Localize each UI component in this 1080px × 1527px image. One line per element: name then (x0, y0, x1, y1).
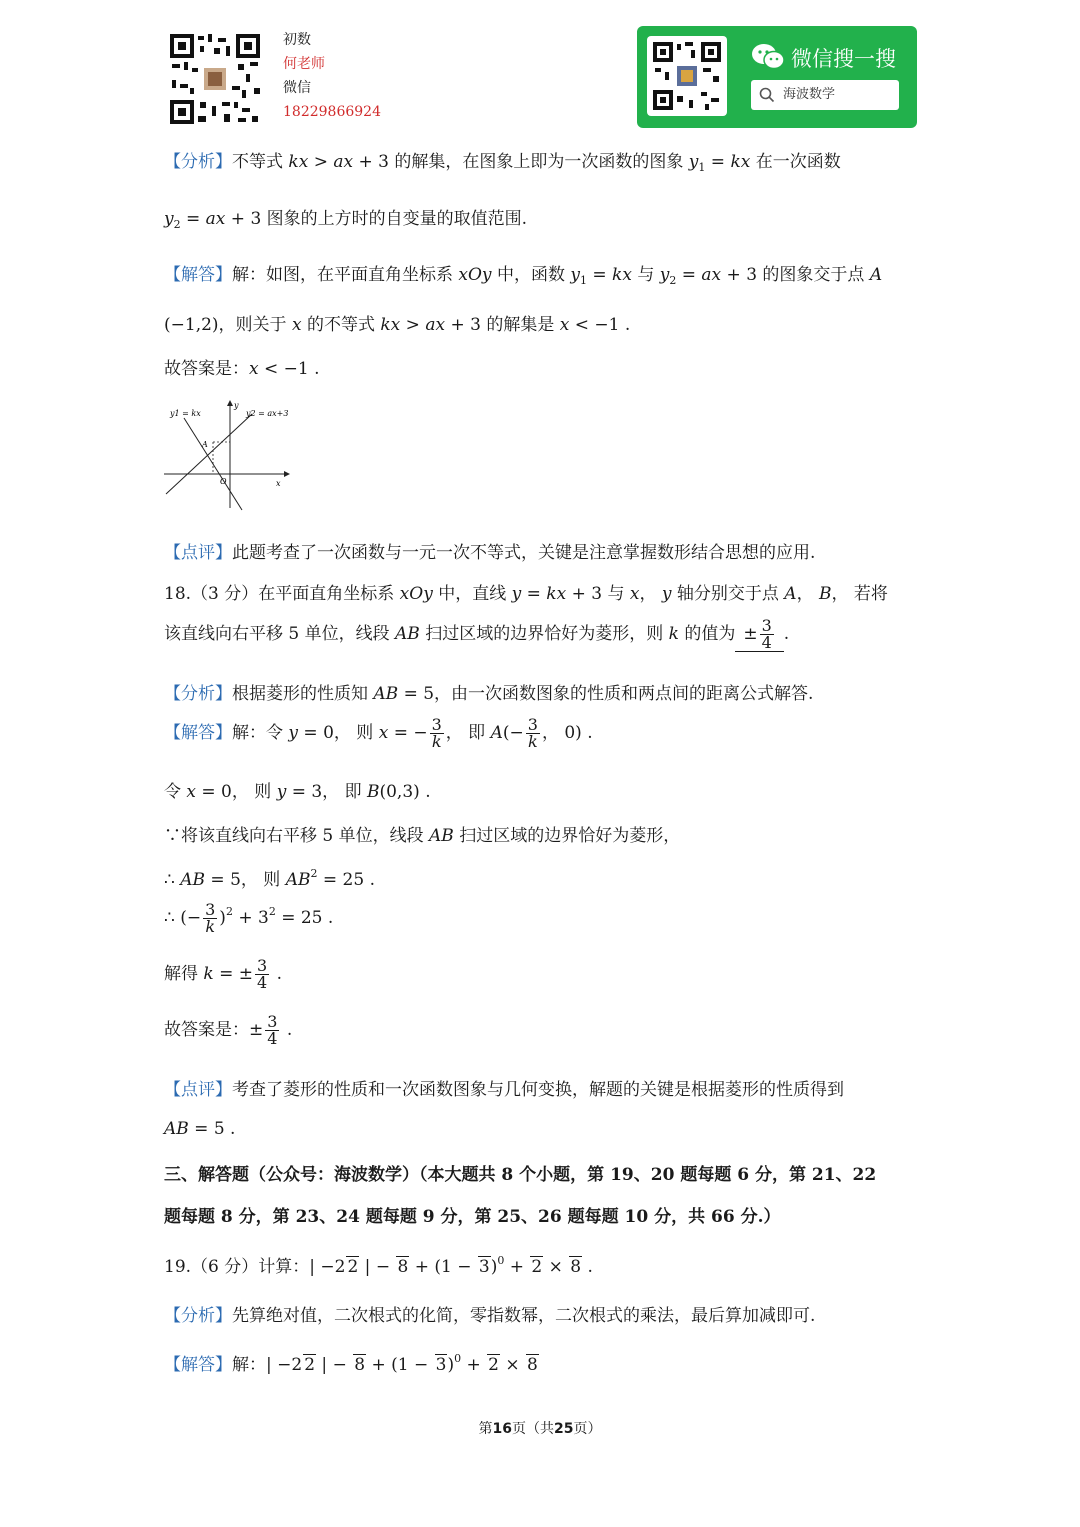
question-19: 19.（6 分）计算：| −2 2 | − $8 + (1 - 3)^0 + 2 \times 8$ . (164, 1254, 593, 1277)
analysis-17-line2: $y_2$ = ax + 3 图象的上方时的自变量的取值范围. (164, 209, 528, 231)
solution-18-line2: 令 x = 0， 则 y = 3， 即 B(0,3) . (164, 782, 431, 802)
graph-label-origin: O (220, 477, 227, 486)
contact-line-teacher: 何老师 (283, 56, 325, 72)
wechat-search-card[interactable] (637, 26, 917, 128)
wechat-search-query: 海波数学 (783, 87, 836, 102)
comment-18-line2: AB = 5 . (164, 1119, 236, 1139)
wechat-search-title: 微信搜一搜 (791, 47, 896, 71)
analysis-19: 【分析】先算绝对值，二次根式的化简，零指数幂，二次根式的乘法，最后算加减即可. (164, 1306, 816, 1326)
contact-line-wechat: 微信 (283, 80, 311, 96)
solution-17-line1: 【解答】解：如图，在平面直角坐标系 xOy 中，函数 $y_1$ = kx 与 $y_2$ = ax + 3 的图象交于点 A (164, 265, 883, 287)
solution-19: 【解答】解：| −2 2 | − $8 + (1 - 3)^0 + 2 \times 8$ (164, 1352, 538, 1375)
wechat-search-box[interactable] (751, 80, 899, 110)
contact-line-subject: 初数 (283, 32, 311, 48)
page-number: 第16页（共25页） (478, 1421, 602, 1437)
solution-18-line4: ∴ AB = 5， 则 $AB^2 = 25$ . (164, 867, 375, 890)
graph-label-y2: y2 = ax+3 (246, 409, 289, 418)
wechat-qr-code (647, 36, 727, 116)
graph-label-point-a: A (202, 440, 208, 449)
contact-info (283, 28, 381, 124)
section-heading-line2: 题每题 8 分，第 23、24 题每题 9 分，第 25、26 题每题 10 分，共 66 分.） (164, 1207, 781, 1227)
solution-17-line2: (−1,2)，则关于 x 的不等式 kx > ax + 3 的解集是 x < −1 . (164, 315, 631, 335)
qr-code (168, 32, 262, 126)
function-graph (162, 398, 292, 517)
graph-label-x-axis: x (276, 479, 281, 488)
answer-18: 故答案是：± $\frac{3}{4}$ . (164, 1012, 293, 1048)
question-18-line1: 18.（3 分）在平面直角坐标系 xOy 中，直线 y = kx + 3 与 x， y 轴分别交于点 A， B， 若将 (164, 584, 888, 604)
solution-18-line6: 解得 k = ± $\frac{3}{4}$ . (164, 956, 283, 992)
solution-18-line5: ∴ (− $\frac{3}{k}$ )$^2 + 3^2 = 25$ . (164, 900, 334, 936)
solution-18-line1: 【解答】解：令 y = 0， 则 x = − $\frac{3}{k}$ ， 即 A(− $\frac{3}{k}$ ， 0) . (164, 715, 593, 751)
comment-17: 【点评】此题考查了一次函数与一元一次不等式，关键是注意掌握数形结合思想的应用. (164, 543, 816, 563)
question-18-line2: 该直线向右平移 5 单位，线段 AB 扫过区域的边界恰好为菱形，则 k 的值为 ± $\frac{3}{4}$ . (164, 616, 790, 652)
answer-17: 故答案是：x < −1 . (164, 359, 320, 379)
solution-18-line3: ∵将该直线向右平移 5 单位，线段 AB 扫过区域的边界恰好为菱形， (164, 826, 681, 846)
analysis-17-line1: 【分析】不等式 kx > ax + 3 的解集，在图象上即为一次函数的图象 $y_1$ = kx 在一次函数 (164, 152, 841, 174)
graph-label-y1: y1 = kx (170, 409, 201, 418)
search-icon (759, 87, 775, 103)
contact-line-phone: 18229866924 (283, 104, 381, 120)
analysis-18: 【分析】根据菱形的性质知 AB = 5，由一次函数图象的性质和两点间的距离公式解答. (164, 684, 814, 704)
graph-label-y-axis: y (234, 401, 239, 410)
section-heading-line1: 三、解答题（公众号：海波数学）（本大题共 8 个小题，第 19、20 题每题 6 分，第 21、22 (164, 1165, 877, 1185)
comment-18-line1: 【点评】考查了菱形的性质和一次函数图象与几何变换，解题的关键是根据菱形的性质得到 (164, 1080, 844, 1100)
